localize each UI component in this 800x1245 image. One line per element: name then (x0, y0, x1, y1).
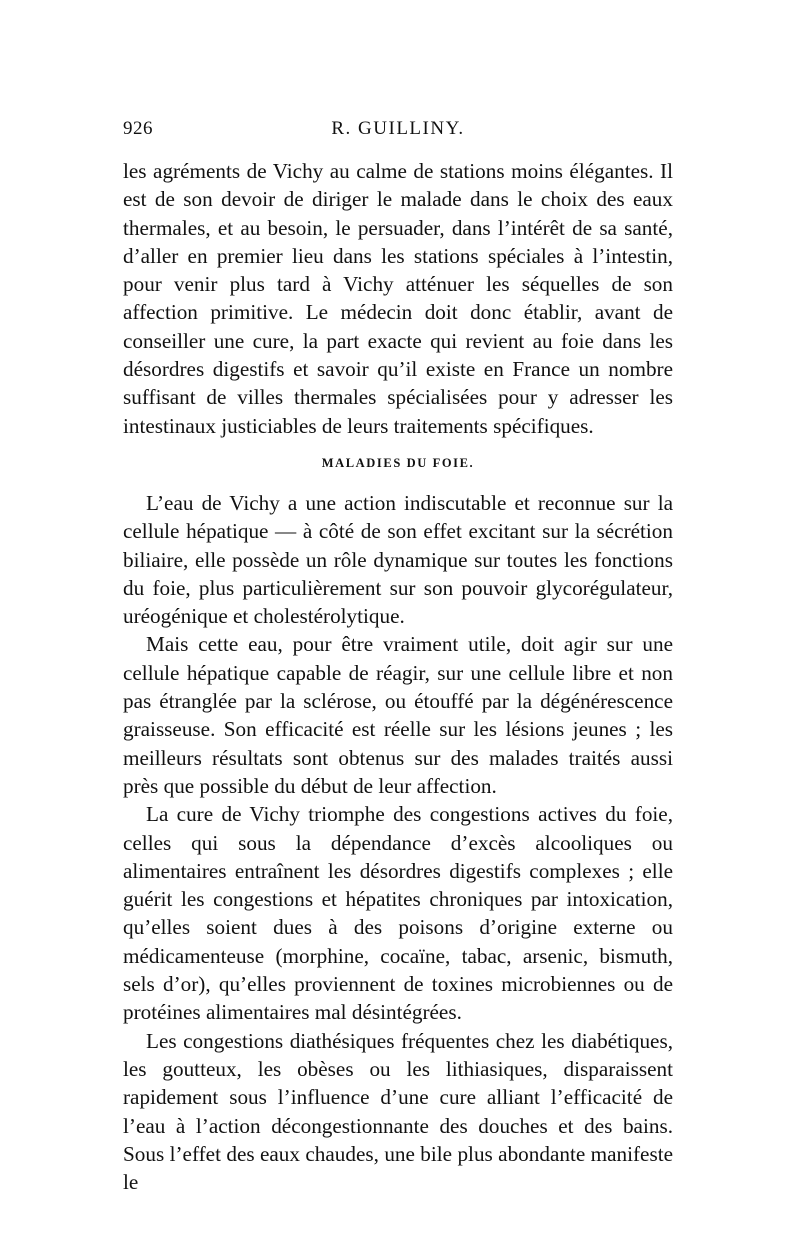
section-body (123, 489, 673, 1196)
paragraph: L’eau de Vichy a une action indiscutable et reconnue sur la cellule hépatique — à côté de son effet excitant sur la sécrétion biliaire, elle possède un rôle dynamique sur toutes les fonctions du foie, plus particulièrement sur son pouvoir glycorégulateur, uréogénique et cholestérolytique. (123, 491, 673, 629)
section-heading: MALADIES DU FOIE. (321, 456, 475, 470)
page-number: 926 (123, 118, 153, 139)
running-header (123, 118, 673, 142)
paragraph: La cure de Vichy triomphe des congestions actives du foie, celles qui sous la dépendance d’excès alcooliques ou alimentaires entraînent les désordres digestifs complexes ; elle guérit les congestions et hépatites chroniques par intoxication, qu’elles soient dues à des poisons d’origine externe ou médicamenteuse (morphine, cocaïne, tabac, arsenic, bismuth, sels d’or), qu’elles proviennent de toxines microbiennes ou de protéines alimentaires mal désintégrées. (123, 802, 673, 1025)
running-title-author: R. GUILLINY. (331, 118, 465, 139)
paragraph: Mais cette eau, pour être vraiment utile, doit agir sur une cellule hépatique capable de réagir, sur une cellule libre et non pas étranglée par la sclérose, ou étouffé par la dégénérescence graisseuse. Son efficacité est réelle sur les lésions jeunes ; les meilleurs résultats sont obtenus sur des malades traités aussi près que possible du début de leur affection. (123, 632, 673, 798)
paragraph: Les congestions diathésiques fréquentes chez les diabétiques, les goutteux, les obèses ou les lithiasiques, disparaissent rapidement sous l’influence d’une cure alliant l’efficacité de l’eau à l’action décongestionnante des douches et des bains. Sous l’effet des eaux chaudes, une bile plus abondante manifeste le (123, 1028, 673, 1195)
continued-paragraph-block (123, 157, 673, 440)
paragraph-continued: les agréments de Vichy au calme de stations moins élégantes. Il est de son devoir de diriger le malade dans le choix des eaux thermales, et au besoin, le persuader, dans l’intérêt de sa santé, d’aller en premier lieu dans les stations spéciales à l’intestin, pour venir plus tard à Vichy atténuer les séquelles de son affection primitive. Le médecin doit donc établir, avant de conseiller une cure, la part exacte qui revient au foie dans les désordres digestifs et savoir qu’il existe en France un nombre suffisant de villes thermales spécialisées pour y adresser les intestinaux justiciables de leurs traitements spécifiques. (123, 159, 673, 438)
